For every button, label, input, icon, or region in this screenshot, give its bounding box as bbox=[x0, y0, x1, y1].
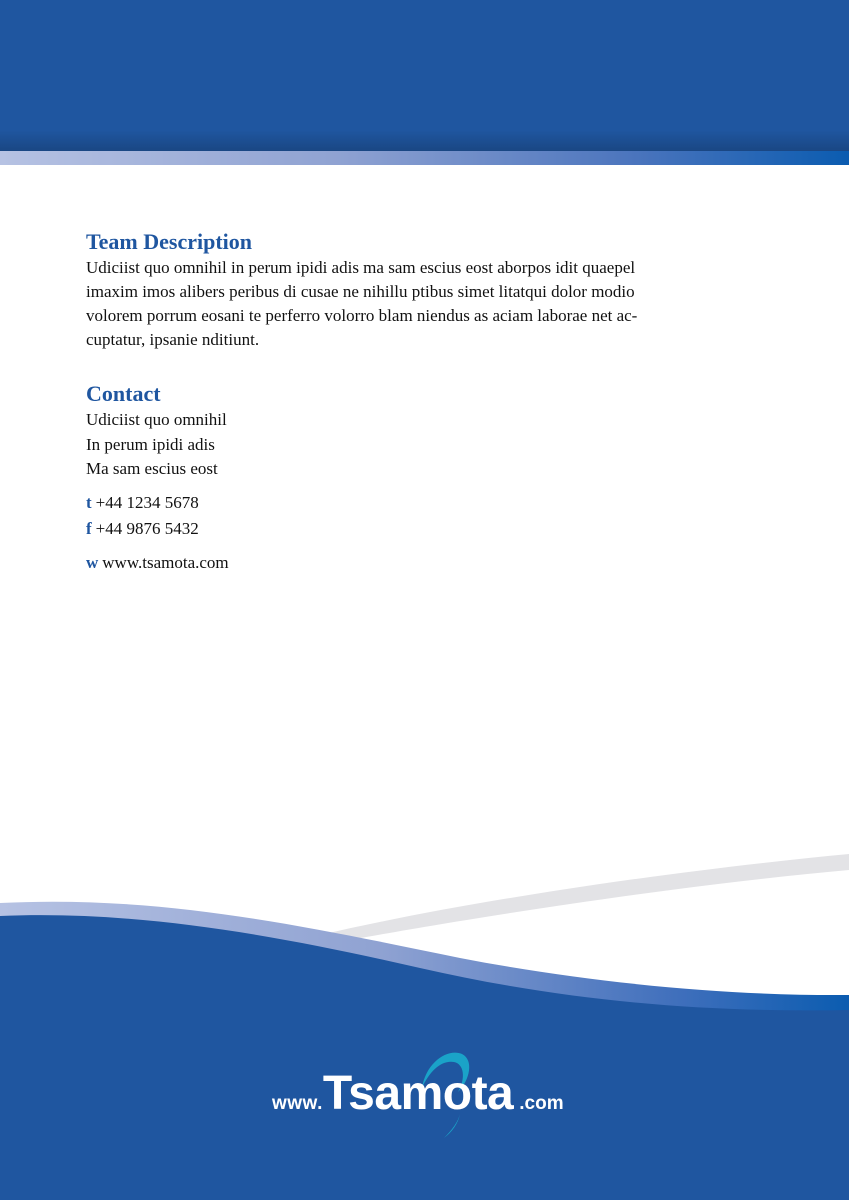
phone-row bbox=[86, 490, 746, 516]
address-block bbox=[86, 408, 746, 482]
address-line: Ma sam escius eost bbox=[86, 459, 218, 478]
logo-prefix: www. bbox=[272, 1093, 323, 1114]
address-line: In perum ipidi adis bbox=[86, 434, 215, 454]
contact-heading: Contact bbox=[86, 381, 161, 406]
logo-suffix: .com bbox=[519, 1093, 564, 1114]
main-content bbox=[86, 228, 746, 576]
gray-swoosh bbox=[320, 854, 849, 940]
team-line: volorem porrum eosani te perferro volorro blam niendus as aciam laborae net ac- bbox=[86, 306, 638, 325]
fax-key: f bbox=[86, 518, 92, 538]
team-line: Udiciist quo omnihil in perum ipidi adis ma sam escius eost aborpos idit quaepel bbox=[86, 258, 636, 277]
website-link[interactable]: www.tsamota.com bbox=[102, 552, 229, 572]
team-line: cuptatur, ipsanie nditiunt. bbox=[86, 330, 260, 349]
footer-logo bbox=[0, 1040, 849, 1150]
contact-section bbox=[86, 380, 746, 576]
header-band bbox=[0, 0, 849, 151]
fax-number: +44 9876 5432 bbox=[95, 518, 199, 538]
phone-key: t bbox=[86, 492, 92, 512]
web-key: w bbox=[86, 552, 99, 572]
header-shadow bbox=[0, 130, 849, 151]
team-line: imaxim imos alibers peribus di cusae ne nihillu ptibus simet litatqui dolor modio bbox=[86, 282, 635, 301]
web-row bbox=[86, 550, 746, 576]
team-description bbox=[86, 256, 746, 352]
team-section bbox=[86, 228, 746, 352]
phone-number[interactable]: +44 1234 5678 bbox=[95, 492, 199, 512]
team-heading: Team Description bbox=[86, 229, 253, 254]
address-line: Udiciist quo omnihil bbox=[86, 410, 227, 429]
logo-name: Tsamota bbox=[322, 1067, 514, 1120]
fax-row bbox=[86, 516, 746, 542]
header-gradient-stripe bbox=[0, 151, 849, 165]
logo-wordmark bbox=[272, 1066, 564, 1126]
